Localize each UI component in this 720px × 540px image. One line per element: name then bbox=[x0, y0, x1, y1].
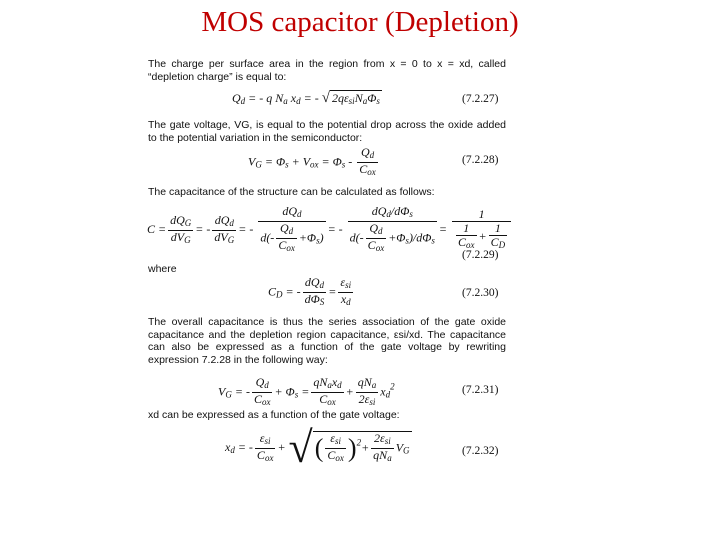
paragraph-depletion-charge: The charge per surface area in the region from x = 0 to x = xd, called “depletion charge” is equal to: bbox=[148, 58, 506, 83]
equation-number: (7.2.30) bbox=[462, 287, 499, 299]
paragraph-gate-voltage: The gate voltage, VG, is equal to the potential drop across the oxide added to the potential variation in the semiconductor: bbox=[148, 119, 506, 144]
paragraph-where: where bbox=[148, 263, 177, 275]
equation-7-2-32: $x_d$ = - $\varepsilon_{si}$ $C_{ox}$ + √( $\varepsilon_{si}$ $C_{ox}$ )$^2$+ $2\varepsilon_{si}$ $qN_a$ $V_G$ bbox=[225, 423, 410, 472]
equation-number: (7.2.28) bbox=[462, 154, 499, 166]
equation-number: (7.2.27) bbox=[462, 93, 499, 105]
paragraph-xd: xd can be expressed as a function of the gate voltage: bbox=[148, 409, 400, 421]
equation-7-2-31: $V_G$ = - $Q_d$ $C_{ox}$ + $\Phi_s$ = $qN_ax_d$ $C_{ox}$ + $qN_a$ $2\varepsilon_{si}$ $x_d^2$ bbox=[218, 375, 395, 407]
equation-7-2-30: $C_D$ = - $dQ_d$ $d\Phi_S$ = $\varepsilon_{si}$ $x_d$ bbox=[268, 275, 352, 307]
paragraph-overall-capacitance: The overall capacitance is thus the series association of the gate oxide capacitance and the depletion region capacitance, εsi/xd. The capacitance can also be expressed as a function of the gate voltage by rewriting expression 7.2.28 in the following way: bbox=[148, 316, 506, 366]
equation-7-2-29: C = $dQ_G$ $dV_G$ = - $dQ_d$ $dV_G$ = - $dQ_d$ d(- $Q_d$ $C_{ox}$ $+\Phi_s$) = - $dQ_d/d\Phi_s$ d(- $Q_d$ $C_{ox}$ $+\Phi_s)/d\Phi_s$ = 1 1 $C_{ox}$ + $\frac{1}{C_D}$ bbox=[147, 205, 513, 255]
equation-number: (7.2.32) bbox=[462, 445, 499, 457]
equation-number: (7.2.31) bbox=[462, 384, 499, 396]
paragraph-capacitance: The capacitance of the structure can be calculated as follows: bbox=[148, 186, 435, 198]
slide-title: MOS capacitor (Depletion) bbox=[201, 6, 519, 38]
equation-7-2-27: $Q_d$ = - q $N_a$ $x_d$ = - √ $2q\varepsilon_{si}N_a\Phi_s$ bbox=[232, 90, 380, 106]
equation-7-2-28: $V_G = \Phi_s + V_{ox} = \Phi_s$ - $Q_d$ $C_{ox}$ bbox=[248, 145, 376, 177]
equation-number: (7.2.29) bbox=[462, 249, 499, 261]
